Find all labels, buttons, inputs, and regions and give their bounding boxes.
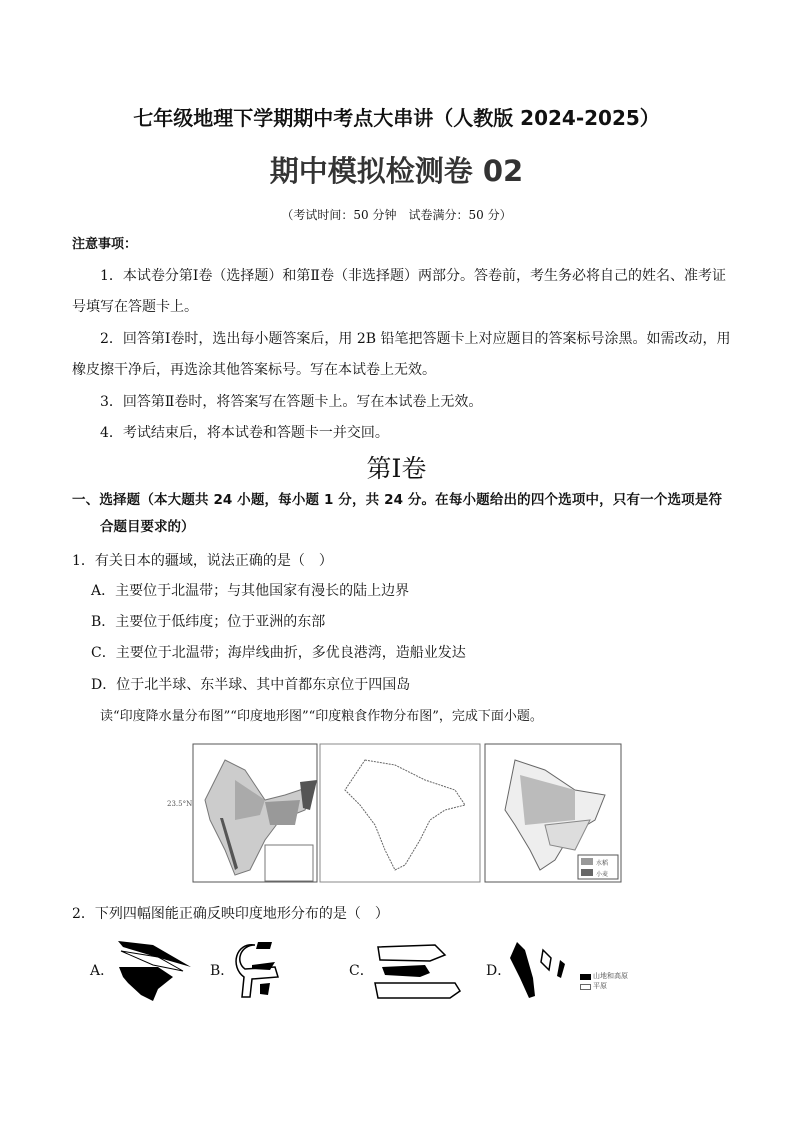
question-2-option-b[interactable]: B． [210,963,235,979]
india-maps-figure [165,740,625,886]
note-3: 3．回答第Ⅱ卷时，将答案写在答题卡上。写在本试卷上无效。 [100,394,483,410]
question-2-stem: 2．下列四幅图能正确反映印度地形分布的是（ ） [72,906,389,922]
legend-mountains-label: 山地和高原 [593,972,628,980]
question-1-option-b[interactable]: B．主要位于低纬度；位于亚洲的东部 [91,614,326,630]
option-b-diagram [230,937,290,1007]
paper-title: 期中模拟检测卷 02 [269,154,524,188]
note-1-line1: 1．本试卷分第Ⅰ卷（选择题）和第Ⅱ卷（非选择题）两部分。答卷前，考生务必将自己的姓名、准考证 [100,268,726,284]
question-2-option-d[interactable]: D． [486,963,512,979]
legend-plains-swatch [580,984,591,990]
terrain-map [320,744,480,882]
part1-title: 第Ⅰ卷 [366,454,427,483]
note-4: 4．考试结束后，将本试卷和答题卡一并交回。 [100,425,389,441]
option-c-diagram [370,943,465,1003]
reading-prompt: 读“印度降水量分布图”“印度地形图”“印度粮食作物分布图”，完成下面小题。 [100,709,543,724]
section-heading-line2: 合题目要求的） [100,519,195,535]
series-title: 七年级地理下学期期中考点大串讲（人教版 2024-2025） [133,106,660,130]
note-2-line1: 2．回答第Ⅰ卷时，选出每小题答案后，用 2B 铅笔把答题卡上对应题目的答案标号涂黑。如需改动，用 [100,331,731,347]
legend-mountains-swatch [580,974,591,980]
option-a-diagram [113,937,193,1003]
question-2-option-a[interactable]: A． [90,963,115,979]
legend-plains-label: 平原 [593,982,607,990]
crop-legend-2: 小麦 [596,871,609,878]
precipitation-map [193,744,317,882]
option-d-diagram [505,938,575,1000]
question-1-stem: 1．有关日本的疆域，说法正确的是（ ） [72,553,333,569]
section-heading-line1: 一、选择题（本大题共 24 小题，每小题 1 分，共 24 分。在每小题给出的四个选项中，只有一个选项是符 [72,492,722,508]
crop-legend-1: 水稻 [596,860,609,867]
question-1-option-a[interactable]: A．主要位于北温带；与其他国家有漫长的陆上边界 [91,583,410,599]
note-2-line2: 橡皮擦干净后，再选涂其他答案标号。写在本试卷上无效。 [72,362,436,378]
note-1-line2: 号填写在答题卡上。 [72,299,198,315]
notes-heading: 注意事项： [72,237,138,252]
exam-info: （考试时间：50 分钟 试卷满分：50 分） [281,208,512,222]
question-1-option-d[interactable]: D．位于北半球、东半球、其中首都东京位于四国岛 [91,677,411,693]
question-1-option-c[interactable]: C．主要位于北温带；海岸线曲折，多优良港湾，造船业发达 [91,645,466,661]
question-2-option-c[interactable]: C． [349,963,374,979]
latitude-label: 23.5°N [167,800,193,808]
